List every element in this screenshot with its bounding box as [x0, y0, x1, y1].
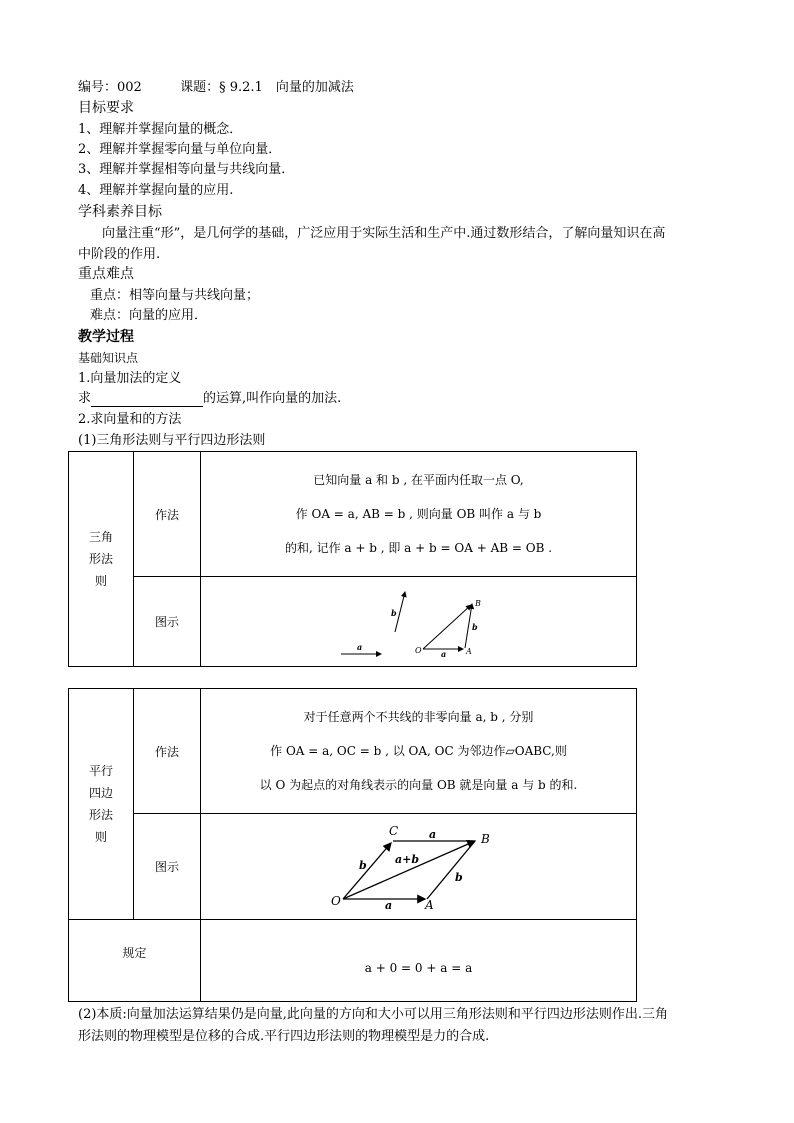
parallelogram-method-cell	[201, 689, 637, 814]
definition-suffix: 的运算,叫作向量的加法.	[203, 391, 342, 406]
parallelogram-rule-label	[69, 689, 134, 920]
key-point: 重点：相等向量与共线向量；	[90, 288, 260, 303]
goal-4: 4、理解并掌握向量的应用.	[78, 183, 234, 198]
point-a: A	[424, 897, 434, 909]
point-c: C	[388, 824, 398, 838]
label-a-bottom: a	[384, 898, 392, 909]
ab-side	[427, 841, 475, 899]
rule-char: 四边	[88, 786, 113, 800]
parallelogram-line-2: 作 OA = a, OC = b , 以 OA, OC 为邻边作▱OABC,则	[270, 744, 567, 758]
ab-arrow	[465, 604, 472, 648]
rule-char: 形法	[88, 808, 113, 822]
parallelogram-diagram-cell	[201, 814, 637, 920]
doc-code: 编号：002	[78, 80, 142, 95]
point-b: B	[474, 598, 481, 608]
triangle-line-1: 已知向量 a 和 b , 在平面内任取一点 O,	[313, 473, 524, 487]
method-label: 作法	[134, 452, 201, 577]
rule-char: 形法	[88, 552, 113, 566]
basics-title: 基础知识点	[78, 351, 139, 365]
essence-line-1: (2)本质:向量加法运算结果仍是向量,此向量的方向和大小可以用三角形法则和平行四边形法则作出.三角	[78, 1007, 669, 1022]
rule-label: 规定	[69, 920, 201, 1002]
rule-formula-cell	[201, 920, 637, 1002]
definition-line	[78, 391, 341, 407]
point-o: O	[414, 645, 422, 655]
vector-b-label: b	[390, 607, 397, 618]
triangle-rule-table	[68, 451, 637, 667]
literacy-title: 学科素养目标	[78, 204, 162, 220]
triangle-line-2: 作 OA = a, AB = b , 则向量 OB 叫作 a 与 b	[295, 507, 542, 521]
label-sum: a+b	[394, 852, 419, 866]
triangle-diagram-cell	[201, 577, 637, 667]
method-subtitle: (1)三角形法则与平行四边形法则	[78, 433, 266, 448]
label-b: b	[471, 621, 478, 632]
rule-char: 平行	[88, 764, 113, 778]
triangle-method-cell	[201, 452, 637, 577]
ob-arrow	[423, 605, 471, 649]
parallelogram-line-1: 对于任意两个不共线的非零向量 a, b , 分别	[303, 710, 534, 724]
method-label: 作法	[134, 689, 201, 814]
parallelogram-line-3: 以 O 为起点的对角线表示的向量 OB 就是向量 a 与 b 的和.	[259, 778, 578, 792]
method-title: 2.求向量和的方法	[78, 412, 182, 427]
rule-char: 则	[94, 830, 107, 844]
literacy-text-2: 中阶段的作用.	[78, 247, 161, 262]
essence-paragraph	[78, 1004, 728, 1048]
triangle-rule-label	[69, 452, 134, 667]
header-line	[78, 80, 354, 96]
triangle-line-3: 的和, 记作 a + b , 即 a + b = OA + AB = OB .	[284, 541, 553, 555]
key-title: 重点难点	[78, 266, 134, 282]
point-a: A	[465, 646, 472, 656]
rule-char: 则	[94, 574, 107, 588]
doc-title: 课题：§ 9.2.1 向量的加减法	[180, 80, 354, 95]
goals-title: 目标要求	[78, 100, 134, 116]
vector-a-label: a	[356, 641, 362, 652]
definition-title: 1.向量加法的定义	[78, 371, 182, 386]
parallelogram-diagram	[329, 825, 509, 909]
label-b-right: b	[454, 870, 463, 884]
point-b: B	[480, 831, 490, 846]
diagram-label: 图示	[134, 814, 201, 920]
process-title: 教学过程	[78, 329, 134, 345]
literacy-text-1: 向量注重“形”，是几何学的基础，广泛应用于实际生活和生产中.通过数形结合，了解向量知识在高	[102, 226, 666, 241]
diagram-label: 图示	[134, 577, 201, 667]
hard-point: 难点：向量的应用．	[90, 308, 208, 323]
essence-line-2: 形法则的物理模型是位移的合成.平行四边形法则的物理模型是力的合成.	[78, 1029, 490, 1044]
definition-blank	[91, 393, 203, 407]
label-a-top: a	[428, 827, 436, 841]
goal-2: 2、理解并掌握零向量与单位向量．	[78, 142, 282, 157]
point-o: O	[330, 893, 341, 908]
definition-prefix: 求	[78, 391, 92, 406]
goal-1: 1、理解并掌握向量的概念．	[78, 122, 243, 137]
triangle-diagram	[339, 584, 499, 660]
rule-formula: a + 0 = 0 + a = a	[364, 960, 473, 975]
goal-3: 3、理解并掌握相等向量与共线向量．	[78, 162, 295, 177]
rule-char: 三角	[88, 530, 113, 544]
label-b-left: b	[358, 858, 367, 872]
label-a: a	[440, 648, 446, 659]
parallelogram-rule-table	[68, 688, 637, 1002]
oc-arrow	[343, 843, 391, 899]
